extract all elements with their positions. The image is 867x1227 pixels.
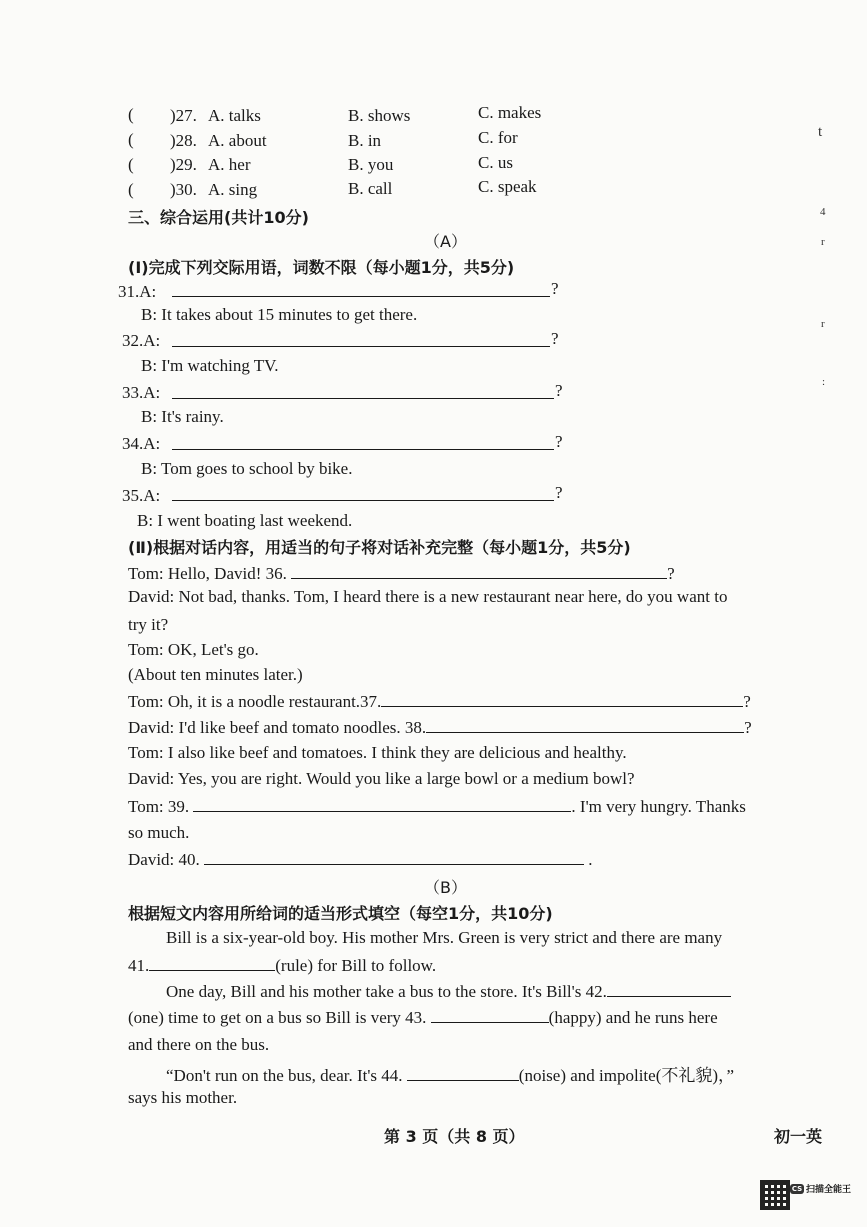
answer-blank-37[interactable] [381, 691, 743, 707]
mc-option-a: A. about [208, 131, 267, 150]
reply-text: B: It's rainy. [141, 407, 224, 426]
passage-text: (happy) and he runs here [548, 1008, 718, 1027]
answer-blank-32[interactable] [172, 331, 550, 347]
dialogue-line: Tom: I also like beef and tomatoes. I think they are delicious and healthy. [128, 743, 627, 762]
reply-text: B: Tom goes to school by bike. [141, 459, 353, 478]
edge-mark: r [821, 318, 825, 330]
mc-paren: ( [128, 155, 134, 174]
answer-blank-31[interactable] [172, 281, 550, 297]
mc-paren: ( [128, 105, 134, 124]
mc-option-a: A. talks [208, 106, 261, 125]
reply-text: B: I went boating last weekend. [137, 511, 353, 530]
dialogue-text: Tom: 39. [128, 797, 190, 816]
question-mark: ? [551, 329, 559, 348]
scanner-logo-icon: CS [791, 1185, 803, 1193]
answer-blank-41[interactable] [149, 955, 275, 971]
section-title: 三、综合运用(共计10分) [128, 208, 309, 227]
mc-option-a: A. sing [208, 180, 258, 199]
question-mark: ? [555, 381, 563, 400]
mc-option-b: B. call [348, 179, 393, 198]
mc-option-b: B. you [348, 155, 394, 174]
answer-blank-42[interactable] [607, 981, 731, 997]
question-mark: ? [555, 483, 563, 502]
passage-line [128, 1007, 718, 1028]
part1-instruction: (Ⅰ)完成下列交际用语，词数不限（每小题1分，共5分) [128, 258, 515, 277]
mc-number: )29. [170, 155, 197, 174]
mc-option-c: C. makes [478, 103, 542, 122]
dialogue-line [128, 796, 746, 817]
edge-mark: r [821, 236, 825, 248]
question-number: 32.A: [122, 331, 161, 350]
answer-blank-35[interactable] [172, 485, 554, 501]
passage-text: (noise) and impolite(不礼貌)，” [518, 1066, 735, 1085]
mc-option-c: C. us [478, 153, 513, 172]
dialogue-text: Tom: Oh, it is a noodle restaurant.37. [128, 692, 382, 711]
answer-blank-44[interactable] [407, 1065, 519, 1081]
dialogue-text: David: 40. [128, 850, 200, 869]
answer-blank-33[interactable] [172, 383, 554, 399]
question-number: 35.A: [122, 486, 161, 505]
answer-blank-36[interactable] [291, 563, 667, 579]
dialogue-line: (About ten minutes later.) [128, 665, 303, 684]
footer-grade: 初一英 [774, 1127, 823, 1146]
answer-blank-34[interactable] [172, 434, 554, 450]
dialogue-line [128, 717, 752, 738]
passage-text: One day, Bill and his mother take a bus to the store. It's Bill's 42. [166, 982, 607, 1001]
answer-blank-38[interactable] [426, 717, 744, 733]
mc-option-a: A. her [208, 155, 251, 174]
mc-paren: ( [128, 180, 134, 199]
part-b-instruction: 根据短文内容用所给词的适当形式填空（每空1分，共10分) [128, 904, 553, 923]
period: . [588, 850, 593, 869]
passage-line [166, 981, 731, 1002]
dialogue-line: David: Yes, you are right. Would you like a large bowl or a medium bowl? [128, 769, 635, 788]
passage-text: 41. [128, 956, 150, 975]
dialogue-text: Tom: Hello, David! 36. [128, 564, 287, 583]
mc-option-c: C. speak [478, 177, 537, 196]
dialogue-line [128, 849, 593, 870]
question-mark: ? [743, 692, 751, 711]
passage-line: and there on the bus. [128, 1035, 270, 1054]
dialogue-line: try it? [128, 615, 169, 634]
dialogue-line: so much. [128, 823, 190, 842]
answer-blank-39[interactable] [193, 796, 571, 812]
edge-mark: 4 [820, 206, 826, 218]
edge-mark: t [818, 124, 823, 140]
part-a-label: （A） [424, 232, 467, 251]
dialogue-line: Tom: OK, Let's go. [128, 640, 259, 659]
question-number: 31.A: [118, 282, 157, 301]
mc-option-b: B. in [348, 131, 382, 150]
passage-line [128, 955, 436, 976]
dialogue-line: David: Not bad, thanks. Tom, I heard there is a new restaurant near here, do you want to [128, 587, 728, 606]
dialogue-line [128, 563, 675, 584]
passage-text: (one) time to get on a bus so Bill is very 43. [128, 1008, 427, 1027]
question-mark: ? [551, 279, 559, 298]
dialogue-line [128, 691, 751, 712]
passage-line: Bill is a six-year-old boy. His mother Mrs. Green is very strict and there are many [166, 928, 723, 947]
answer-blank-40[interactable] [204, 849, 584, 865]
mc-number: )30. [170, 180, 197, 199]
edge-mark: : [822, 376, 826, 388]
reply-text: B: I'm watching TV. [141, 356, 279, 375]
question-mark: ? [555, 432, 563, 451]
question-number: 34.A: [122, 434, 161, 453]
passage-text: (rule) for Bill to follow. [275, 956, 437, 975]
mc-number: )28. [170, 131, 197, 150]
page-number: 第 3 页（共 8 页） [384, 1127, 525, 1146]
question-mark: ? [667, 564, 675, 583]
answer-blank-43[interactable] [431, 1007, 549, 1023]
question-mark: ? [744, 718, 752, 737]
dialogue-text: David: I'd like beef and tomato noodles. 38. [128, 718, 427, 737]
mc-option-c: C. for [478, 128, 518, 147]
question-number: 33.A: [122, 383, 161, 402]
part2-instruction: (Ⅱ)根据对话内容，用适当的句子将对话补充完整（每小题1分，共5分) [128, 538, 631, 557]
mc-paren: ( [128, 130, 134, 149]
passage-line: says his mother. [128, 1088, 238, 1107]
dialogue-text: . I'm very hungry. Thanks [571, 797, 746, 816]
mc-number: )27. [170, 106, 197, 125]
part-b-label: （B） [424, 878, 467, 897]
passage-line [166, 1061, 734, 1086]
scanner-label: 扫描全能王 [806, 1185, 852, 1195]
mc-option-b: B. shows [348, 106, 411, 125]
reply-text: B: It takes about 15 minutes to get there. [141, 305, 418, 324]
qr-code-icon [760, 1180, 790, 1210]
passage-text: “Don't run on the bus, dear. It's 44. [166, 1066, 403, 1085]
